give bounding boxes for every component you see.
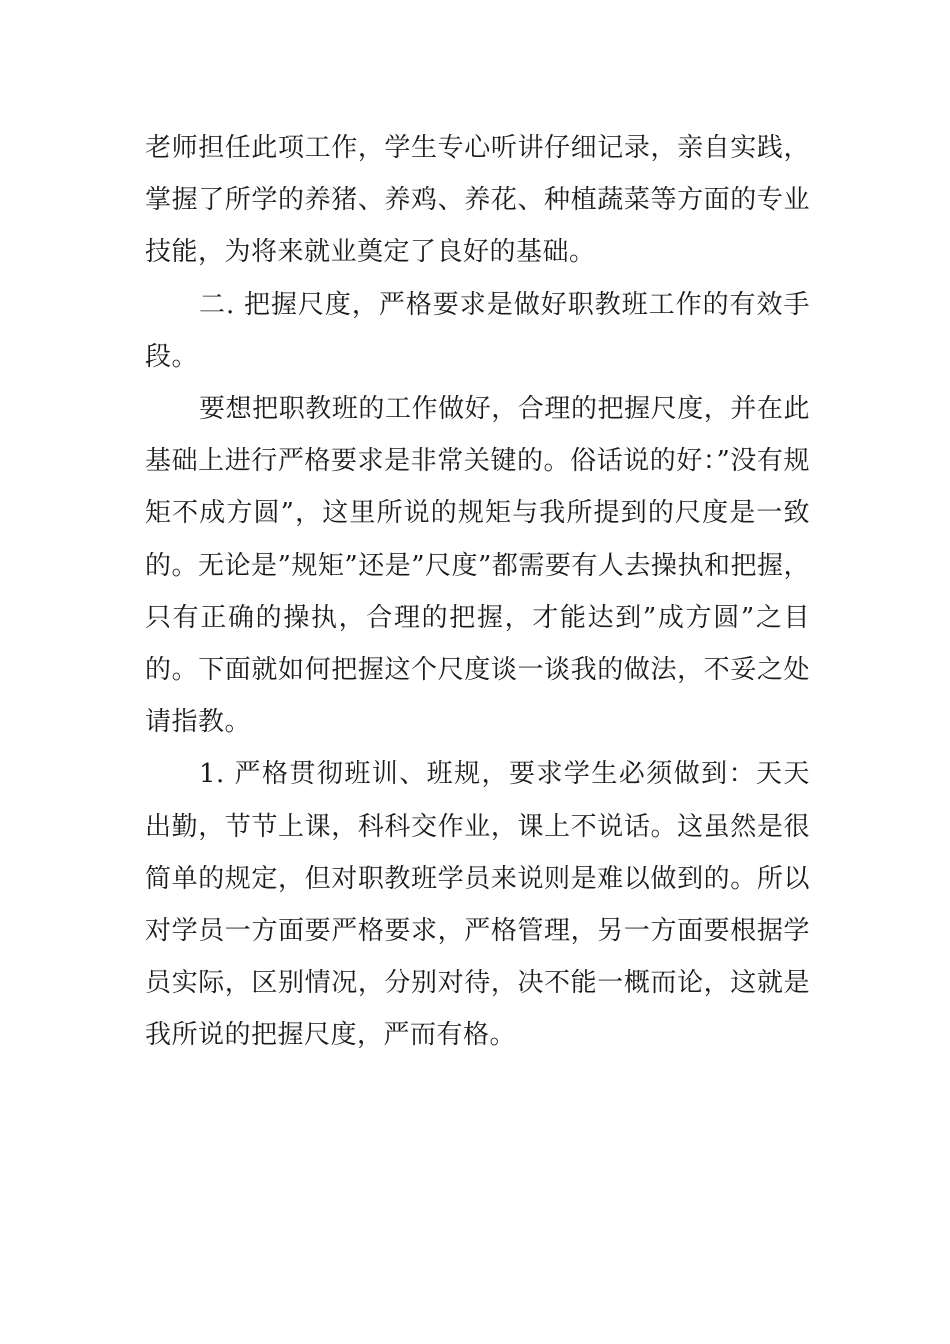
section-heading-two: 二. 把握尺度，严格要求是做好职教班工作的有效手段。: [145, 289, 810, 372]
paragraph-continuation: 老师担任此项工作，学生专心听讲仔细记录，亲自实践，掌握了所学的养猪、养鸡、养花、种植蔬菜等方面的专业技能，为将来就业奠定了良好的基础。: [145, 133, 810, 268]
paragraph-rules-and-measure: 要想把职教班的工作做好，合理的把握尺度，并在此基础上进行严格要求是非常关键的。俗话说的好：”没有规矩不成方圆”，这里所说的规矩与我所提到的尺度是一致的。无论是”规矩”还是”尺度”都需要有人去操执和把握，只有正确的操执，合理的把握，才能达到”成方圆”之目的。下面就如何把握这个尺度谈一谈我的做法，不妥之处请指教。: [145, 394, 810, 738]
paragraph-item-one: 1. 严格贯彻班训、班规，要求学生必须做到：天天出勤，节节上课，科科交作业，课上不说话。这虽然是很简单的规定，但对职教班学员来说则是难以做到的。所以对学员一方面要严格要求，严格管理，另一方面要根据学员实际，区别情况，分别对待，决不能一概而论，这就是我所说的把握尺度，严而有格。: [145, 759, 810, 1051]
document-body: [145, 122, 810, 1062]
